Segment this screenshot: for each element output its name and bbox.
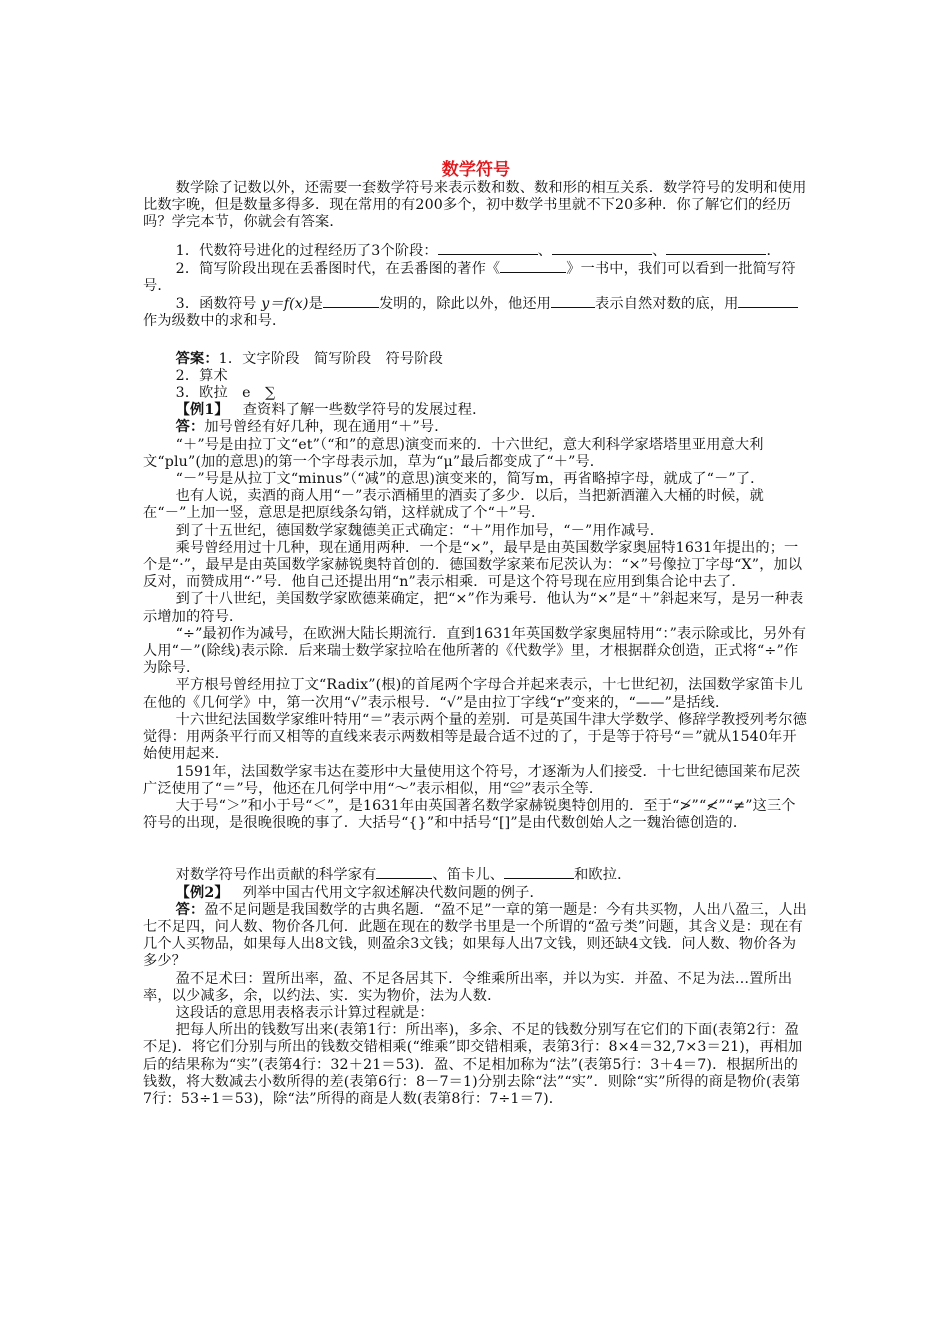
example-1-p4: 也有人说，卖酒的商人用“－”表示酒桶里的酒卖了多少．以后，当把新酒灌入大桶的时候，就在“－”上加一竖，意思是把原线条勾销，这样就成了个“＋”号． [143,488,764,522]
example-1-heading: 【例1】 查资料了解一些数学符号的发展过程． [175,402,487,419]
example-1-p5: 到了十五世纪，德国数学家魏德美正式确定：“＋”用作加号，“－”用作减号． [175,522,665,539]
answer-label: 答案： [175,350,219,367]
question-3: 3．函数符号 y＝f(x)是 发明的，除此以外，他还用 表示自然对数的底，用作为级数中的求和号． [143,295,809,330]
example-1-p7: 到了十八世纪，美国数学家欧德莱确定，把“×”作为乘号．他认为“×”是“＋”斜起来写，是另一种表示增加的符号． [143,591,804,625]
example-1-p6: 乘号曾经用过十几种，现在通用两种．一个是“×”，最早是由英国数学家奥屈特1631年提出的；一个是“·”，最早是由英国数学家赫锐奥特首创的．德国数学家莱布尼茨认为：“×”号像拉丁字母“X”，加以反对，而赞成用“·”号．他自己还提出用“n”表示相乘．可是这个符号现在应用到集合论中去了． [143,539,803,591]
example-2-label: 【例2】 [175,884,229,901]
example-1-p3: “－”号是从拉丁文“minus”（“减”的意思)演变来的，简写m，再省略掉字母，就成了“－”了． [175,471,765,488]
question-2: 2．简写阶段出现在丢番图时代，在丢番图的著作《 》一书中，我们可以看到一批简写符号． [143,260,796,295]
q3-blank-2[interactable] [551,295,595,308]
fill-blank-2[interactable] [504,866,574,879]
answer-prefix-2: 答： [175,901,205,918]
q3-blank-3[interactable] [738,295,798,308]
example-1-p12: 大于号“＞”和小于号“＜”，是1631年由英国著名数学家赫锐奥特创用的．至于“≯”“≮”“≠”这三个符号的出现，是很晚很晚的事了．大括号“{}”和中括号“[]”是由代数创始人之一魏治德创造的． [143,797,796,832]
example-1-label: 【例1】 [175,402,229,419]
example-1-p10: 十六世纪法国数学家维叶特用“＝”表示两个量的差别．可是英国牛津大学数学、修辞学教授列考尔德觉得：用两条平行而又相等的直线来表示两数相等是最合适不过的了，于是等于符号“＝”就从1540年开始使用起来． [143,711,807,763]
answer-line-2: 2．算术 [175,367,228,384]
document-page [143,160,809,1108]
q1-blank-1[interactable] [438,242,538,255]
example-2-p4: 把每人所出的钱数写出来(表第1行：所出率)，多余、不足的钱数分别写在它们的下面(表第2行：盈不足)．将它们分别与所出的钱数交错相乘(“维乘”即交错相乘，表第3行：8×4＝32,7×3＝21)，再相加后的结果称为“实”(表第4行：32＋21＝53)．盈、不足相加称为“法”(表第5行：3＋4＝7)．根据所出的钱数，将大数减去小数所得的差(表第6行：8－7＝1)分别去除“法”“实”．则除“实”所得的商是物价(表第7行：53÷1＝53)，除“法”所得的商是人数(表第8行：7÷1＝7)． [143,1022,803,1107]
answer-line-3: 3．欧拉 e ∑ [175,385,276,402]
answer-line-1: 答案：1．文字阶段 简写阶段 符号阶段 [175,350,443,367]
answer-prefix: 答： [175,419,205,436]
fill-in-question: 对数学符号作出贡献的科学家有 、笛卡儿、 和欧拉． [175,867,632,884]
fill-blank-1[interactable] [376,866,432,879]
example-1-p8: “÷”最初作为减号，在欧洲大陆长期流行．直到1631年英国数学家奥屈特用“：”表示除或比，另外有人用“－”(除线)表示除．后来瑞士数学家拉哈在他所著的《代数学》里，才根据群众创造，正式将“÷”作为除号． [143,625,807,677]
question-1: 1．代数符号进化的过程经历了3个阶段： 、 、 ． [175,242,781,259]
example-1-p9: 平方根号曾经用拉丁文“Radix”(根)的首尾两个字母合并起来表示，十七世纪初，法国数学家笛卡儿在他的《几何学》中，第一次用“√”表示根号．“√”是由拉丁字线“r”变来的，“——”是括线． [143,677,803,711]
example-2-answer-p1: 答：盈不足问题是我国数学的古典名题．“盈不足”一章的第一题是：今有共买物，人出八盈三，人出七不足四，问人数、物价各几何．此题在现在的数学书里是一个所谓的“盈亏类”问题，其含义是：现在有几个人买物品，如果每人出8文钱，则盈余3文钱；如果每人出7文钱，则还缺4文钱．问人数、物价各为多少？ [143,901,807,970]
q3-blank-1[interactable] [323,295,379,308]
intro-paragraph: 数学除了记数以外，还需要一套数学符号来表示数和数、数和形的相互关系．数学符号的发明和使用比数字晚，但是数量多得多．现在常用的有200多个，初中数学书里就不下20多种．你了解它们的经历吗？学完本节，你就会有答案． [143,180,807,231]
example-2-p3: 这段话的意思用表格表示计算过程就是： [175,1004,434,1021]
example-1-p2: “＋”号是由拉丁文“et”（“和”的意思)演变而来的．十六世纪，意大利科学家塔塔里亚用意大利文“plu”(加的意思)的第一个字母表示加，草为“μ”最后都变成了“＋”号． [143,436,764,470]
q1-blank-3[interactable] [666,242,766,255]
page-title: 数学符号 [441,160,511,180]
q3-formula: y＝f(x) [261,296,309,313]
example-2-p2: 盈不足术曰：置所出率，盈、不足各居其下．令维乘所出率，并以为实．并盈、不足为法…置所出率，以少减多，余，以约法、实．实为物价，法为人数． [143,970,793,1004]
q1-blank-2[interactable] [552,242,652,255]
example-1-answer-p1: 答：加号曾经有好几种，现在通用“＋”号． [175,419,449,436]
example-1-p11: 1591年，法国数学家韦达在菱形中大量使用这个符号，才逐渐为人们接受．十七世纪德国莱布尼茨广泛使用了“＝”号，他还在几何学中用“～”表示相似，用“≌”表示全等． [143,763,801,797]
q2-blank[interactable] [500,260,566,273]
example-2-heading: 【例2】 列举中国古代用文字叙述解决代数问题的例子． [175,884,544,901]
